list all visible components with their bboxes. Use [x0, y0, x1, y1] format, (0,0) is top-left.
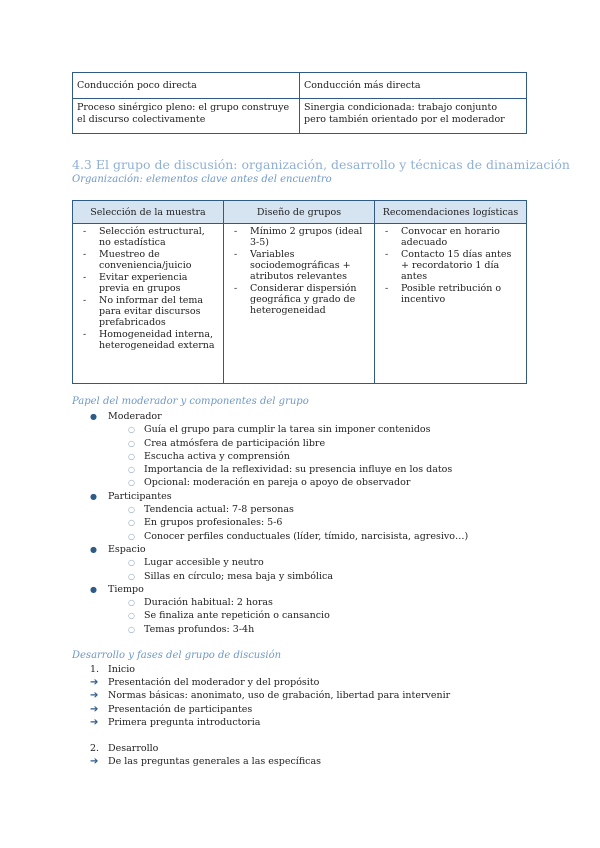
arrow-icon: ➔	[90, 703, 99, 715]
dash-bullet: -	[83, 272, 87, 283]
phases-subtitle: Desarrollo y fases del grupo de discusión	[72, 650, 282, 661]
dash-bullet: -	[385, 226, 389, 237]
list-item: ● Moderador	[90, 411, 162, 422]
circle-bullet-icon: ○	[128, 518, 135, 528]
circle-bullet-icon: ○	[128, 571, 135, 581]
phase-number: 1.	[90, 664, 100, 675]
list-item: - Muestreo de conveniencia/juicio	[83, 249, 192, 271]
bullet-icon: ●	[90, 412, 97, 421]
dash-bullet: -	[385, 283, 389, 294]
list-item: ○ Conocer perfiles conductuales (líder, tímido, narcisista, agresivo…)	[128, 530, 469, 542]
list-item: ○ Escucha activa y comprensión	[128, 450, 290, 462]
table-cell: Sinergia condicionada: trabajo conjunto pero también orientado por el moderador	[300, 99, 527, 134]
list-item: 2. Desarrollo	[90, 743, 159, 755]
circle-bullet-icon: ○	[128, 531, 135, 541]
circle-bullet-icon: ○	[128, 505, 135, 515]
list-item: ● Participantes	[90, 490, 172, 502]
table-header-cell: Diseño de grupos	[224, 201, 375, 224]
list-item: - Convocar en horario adecuado	[385, 226, 500, 248]
arrow-icon: ➔	[90, 756, 99, 768]
organization-subtitle: Organización: elementos clave antes del encuentro	[72, 174, 332, 185]
table-cell-group-design	[224, 224, 375, 384]
list-item: ○ Crea atmósfera de participación libre	[128, 437, 326, 449]
list-item: ○ Importancia de la reflexividad: su presencia influye en los datos	[128, 464, 453, 476]
list-item: - Evitar experiencia previa en grupos	[83, 272, 188, 294]
list-item: - Mínimo 2 grupos (ideal 3-5)	[234, 226, 363, 248]
dash-bullet: -	[83, 249, 87, 260]
bullet-icon: ●	[90, 544, 97, 554]
organization-table	[72, 200, 527, 384]
moderator-subtitle: Papel del moderador y componentes del grupo	[72, 396, 309, 407]
list-item: ○ Lugar accesible y neutro	[128, 557, 264, 569]
bullet-icon: ●	[90, 584, 97, 594]
list-item: - Contacto 15 días antes + recordatorio 1 día antes	[385, 249, 512, 282]
dash-bullet: -	[385, 249, 389, 260]
section-title: 4.3 El grupo de discusión: organización, desarrollo y técnicas de dinamización	[72, 157, 570, 172]
list-item: ○ En grupos profesionales: 5-6	[128, 517, 283, 529]
dash-bullet: -	[234, 283, 238, 294]
dash-bullet: -	[234, 226, 238, 237]
arrow-icon: ➔	[90, 677, 99, 689]
list-item: - Selección estructural, no estadística	[83, 226, 205, 248]
list-item: ● Espacio	[90, 543, 146, 555]
list-item: ○ Guía el grupo para cumplir la tarea sin imponer contenidos	[128, 424, 431, 436]
table-header-cell: Conducción más directa	[300, 73, 527, 99]
list-item: - No informar del tema para evitar discursos prefabricados	[83, 295, 204, 328]
conduction-table	[72, 72, 527, 134]
circle-bullet-icon: ○	[128, 438, 135, 448]
list-item: ● Tiempo	[90, 583, 144, 595]
circle-bullet-icon: ○	[128, 478, 135, 488]
list-item: ○ Se finaliza ante repetición o cansancio	[128, 610, 330, 622]
discussion-phases	[72, 663, 552, 768]
dash-bullet: -	[83, 329, 87, 340]
table-header-cell: Conducción poco directa	[73, 73, 300, 99]
circle-bullet-icon: ○	[128, 598, 135, 608]
list-item: ➔ De las preguntas generales a las específicas	[90, 756, 322, 768]
list-item: ➔ Presentación de participantes	[90, 703, 253, 715]
list-item: - Homogeneidad interna, heterogeneidad externa	[83, 329, 215, 351]
phase-number: 2.	[90, 743, 100, 755]
group-components-outline	[72, 410, 552, 636]
list-item: - Variables sociodemográficas + atributos relevantes	[234, 249, 351, 282]
list-item: ○ Duración habitual: 2 horas	[128, 597, 273, 609]
list-item: ➔ Primera pregunta introductoria	[90, 716, 261, 728]
list-item: - Posible retribución o incentivo	[385, 283, 502, 305]
table-cell: Proceso sinérgico pleno: el grupo construye el discurso colectivamente	[73, 99, 300, 134]
list-item: - Considerar dispersión geográfica y grado de heterogeneidad	[234, 283, 357, 316]
list-item: ○ Sillas en círculo; mesa baja y simbólica	[128, 570, 333, 582]
list-item: ○ Tendencia actual: 7-8 personas	[128, 504, 294, 516]
list-item: ➔ Presentación del moderador y del propósito	[90, 677, 320, 689]
list-item: ○ Temas profundos: 3-4h	[128, 623, 255, 635]
dash-bullet: -	[83, 226, 87, 237]
list-item: ➔ Normas básicas: anonimato, uso de grabación, libertad para intervenir	[90, 690, 451, 702]
table-header-cell: Recomendaciones logísticas	[375, 201, 527, 224]
circle-bullet-icon: ○	[128, 451, 135, 461]
table-cell-logistics	[375, 224, 527, 384]
list-item: 1. Inicio	[90, 664, 135, 675]
dash-bullet: -	[83, 295, 87, 306]
circle-bullet-icon: ○	[128, 425, 135, 435]
dash-bullet: -	[234, 249, 238, 260]
arrow-icon: ➔	[90, 690, 99, 702]
table-cell-sample-selection	[73, 224, 224, 384]
arrow-icon: ➔	[90, 716, 99, 728]
circle-bullet-icon: ○	[128, 558, 135, 568]
circle-bullet-icon: ○	[128, 611, 135, 621]
list-item: ○ Opcional: moderación en pareja o apoyo de observador	[128, 477, 411, 489]
table-header-cell: Selección de la muestra	[73, 201, 224, 224]
circle-bullet-icon: ○	[128, 465, 135, 475]
circle-bullet-icon: ○	[128, 624, 135, 634]
bullet-icon: ●	[90, 491, 97, 501]
